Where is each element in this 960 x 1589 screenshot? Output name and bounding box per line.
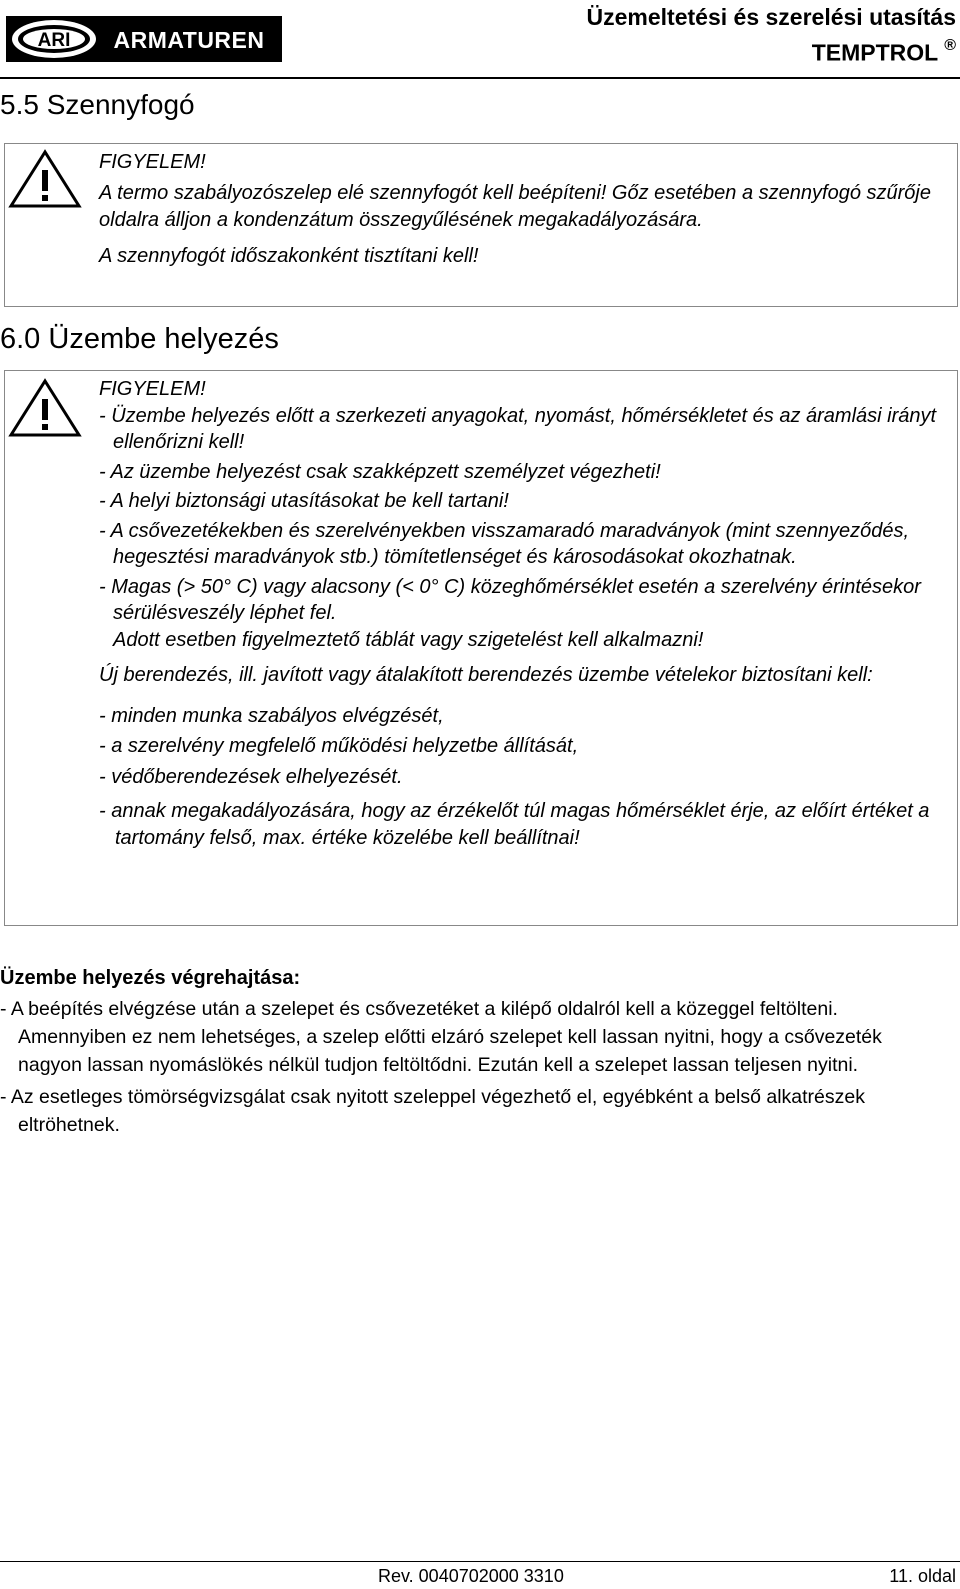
execution-paragraph: - Az esetleges tömörségvizsgálat csak nyitott szeleppel végezhető el, egyébként a belső alkatrészek eltröhetnek. [0,1086,865,1136]
warning-line: A szennyfogót időszakonként tisztítani kell! [99,245,479,267]
execution-body [0,995,940,1139]
page-number: 11. oldal [889,1566,956,1586]
heading-commissioning-execution: Üzembe helyezés végrehajtása: [0,967,301,989]
requirement-item: - annak megakadályozására, hogy az érzékelőt túl magas hőmérséklet érje, az előírt értéket a tartomány felső, max. értéke közelébe kell beállítnai! [99,800,930,849]
footer-rule [0,1561,960,1562]
requirement-item: - minden munka szabályos elvégzését, [99,704,444,727]
warning-box-commissioning [4,370,958,926]
execution-paragraph: - A beépítés elvégzése után a szelepet és csővezetéket a kilépő oldalról kell a közeggel feltölteni. Amennyiben ez nem lehetséges, a szelep előtti elzáró szelepet kell lassan nyitni, hogy a csővezeték nagyon lassan nyomáslökés nélkül tudjon feltöltődni. Ezután kell a szelepet lassan teljesen nyitni. [0,998,882,1076]
heading-section-6-0: 6.0 Üzembe helyezés [0,323,279,355]
product-name-text: TEMPTROL [811,39,938,66]
warning-intro: Új berendezés, ill. javított vagy átalakított berendezés üzembe vételekor biztosítani kell: [99,664,873,686]
warning-label: FIGYELEM! [99,151,206,173]
svg-text:ARMATUREN: ARMATUREN [113,27,265,53]
warning-content-strainer [99,149,951,270]
revision-number: Rev. 0040702000 3310 [378,1566,564,1586]
warning-list-item: - Magas (> 50° C) vagy alacsony (< 0° C) közeghőmérséklet esetén a szerelvény érintésekor sérülésveszély léphet fel. [99,575,921,624]
requirement-item: - védőberendezések elhelyezését. [99,765,403,788]
requirement-item: - a szerelvény megfelelő működési helyzetbe állítását, [99,735,579,757]
warning-triangle-icon [7,148,87,212]
warning-advice: Adott esetben figyelmeztető táblát vagy szigetelést kell alkalmazni! [113,628,704,651]
product-name [812,33,956,68]
registered-mark: ® [944,37,956,54]
warning-content-commissioning [99,376,951,851]
svg-text:ARI: ARI [37,30,71,51]
warning-list-item: - Az üzembe helyezést csak szakképzett személyzet végezheti! [99,460,661,483]
warning-list-item: - A csővezetékekben és szerelvényekben visszamaradó maradványok (mint szennyeződés, hegesztési maradványok stb.) tömítetlenséget és károsodásokat okozhatnak. [99,519,910,568]
header-rule [0,77,960,79]
warning-triangle-icon [7,377,87,441]
heading-section-5-5: 5.5 Szennyfogó [0,89,195,120]
warning-list-item: - A helyi biztonsági utasításokat be kell tartani! [99,490,509,512]
ari-armaturen-logo [6,16,282,62]
warning-list-item: - Üzembe helyezés előtt a szerkezeti anyagokat, nyomást, hőmérsékletet és az áramlási irányt ellenőrizni kell! [99,404,937,453]
warning-label: FIGYELEM! [99,378,206,400]
warning-box-strainer [4,143,958,307]
warning-line: A termo szabályozószelep elé szennyfogót kell beépíteni! Gőz esetében a szennyfogó szűrője oldalra álljon a kondenzátum összegyűlésének megakadályozására. [99,182,931,231]
document-title: Üzemeltetési és szerelési utasítás [586,4,956,30]
